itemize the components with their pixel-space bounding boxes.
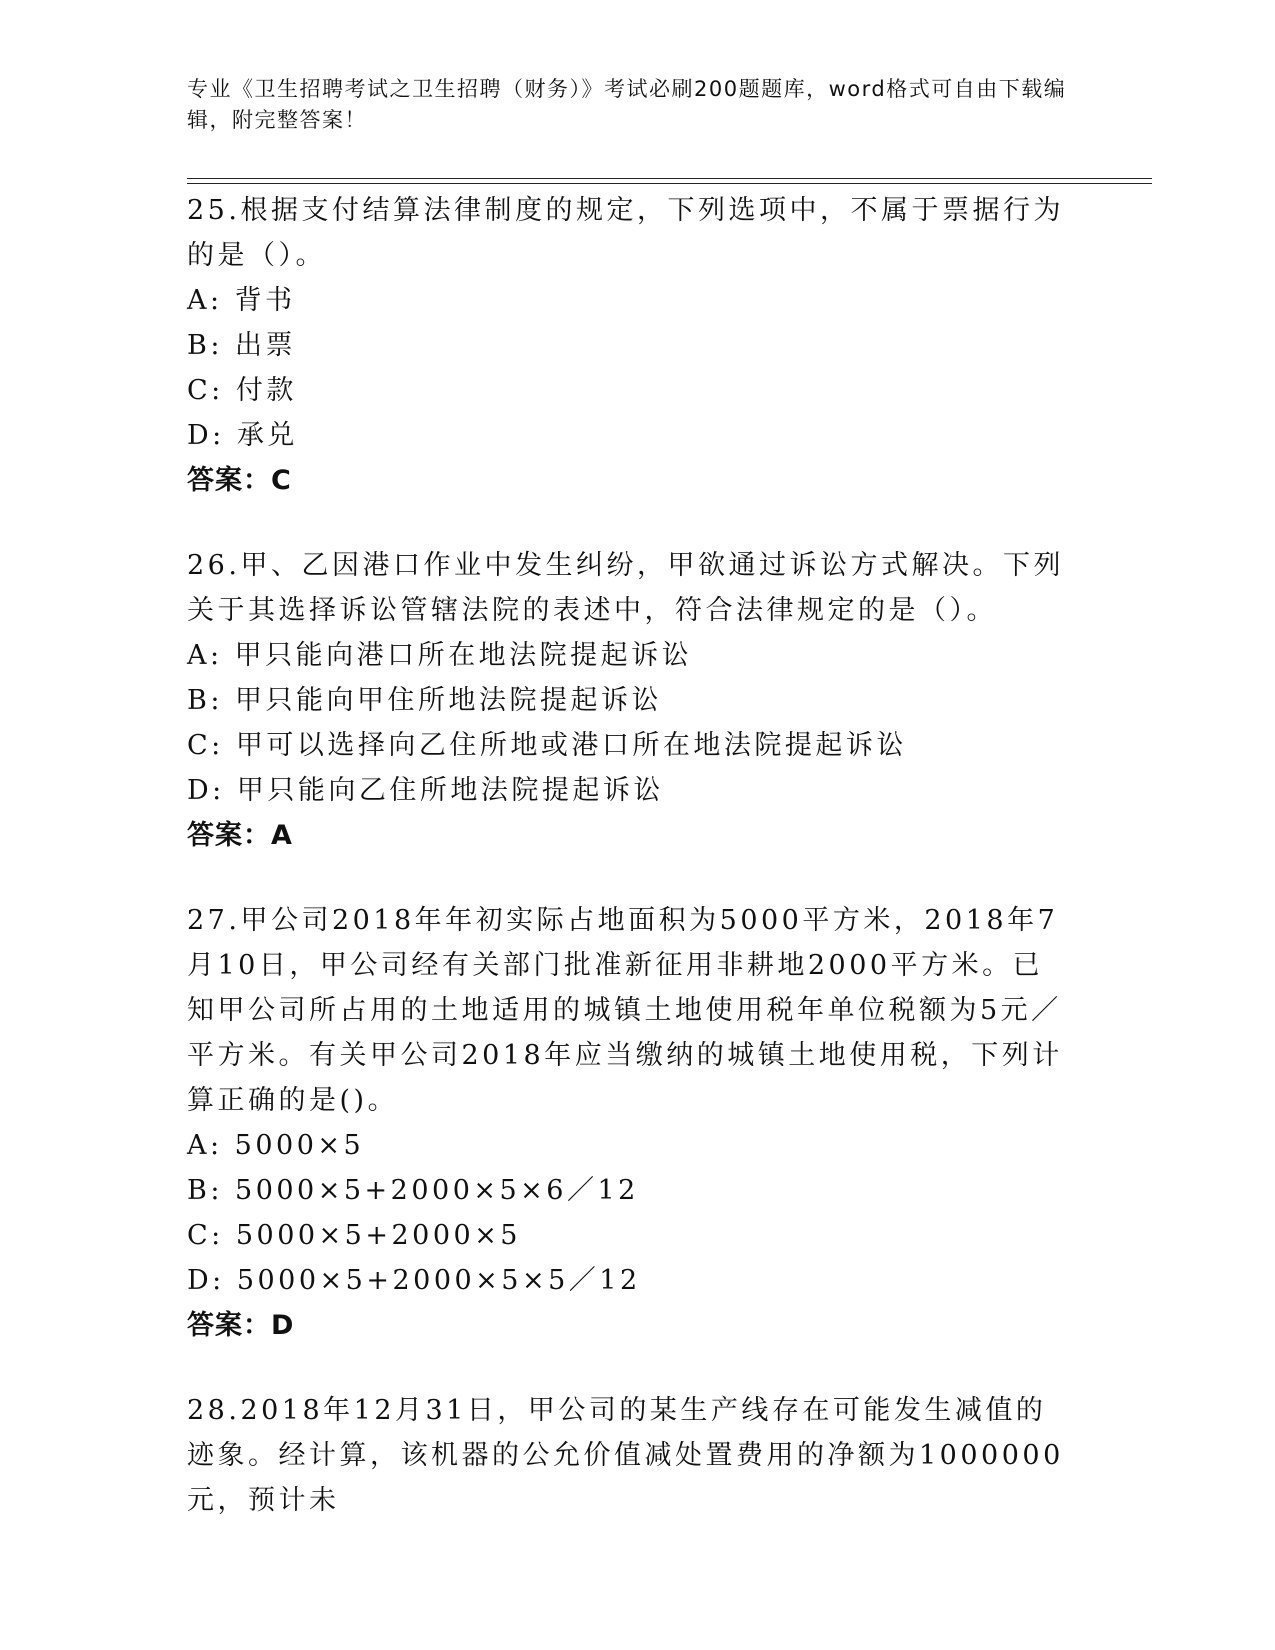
header-divider-top bbox=[187, 178, 1152, 179]
question-stem: 27.甲公司2018年年初实际占地面积为5000平方米，2018年7月10日，甲公司经有关部门批准新征用非耕地2000平方米。已知甲公司所占用的土地适用的城镇土地使用税年单位税额为5元／平方米。有关甲公司2018年应当缴纳的城镇土地使用税，下列计算正确的是()。 bbox=[187, 905, 1063, 1116]
answer-line: 答案：C bbox=[187, 465, 292, 496]
question-27 bbox=[187, 898, 1067, 1348]
option-b: B: 甲只能向甲住所地法院提起诉讼 bbox=[187, 685, 663, 716]
header-divider-bottom bbox=[187, 183, 1152, 184]
option-b: B: 5000×5+2000×5×6／12 bbox=[187, 1175, 639, 1206]
question-26 bbox=[187, 543, 1067, 858]
question-25 bbox=[187, 188, 1067, 503]
option-d: D: 承兑 bbox=[187, 420, 298, 451]
option-b: B: 出票 bbox=[187, 330, 297, 361]
option-c: C: 付款 bbox=[187, 375, 297, 406]
option-a: A: 背书 bbox=[187, 285, 296, 316]
option-d: D: 5000×5+2000×5×5／12 bbox=[187, 1265, 641, 1296]
question-28 bbox=[187, 1388, 1067, 1523]
document-header: 专业《卫生招聘考试之卫生招聘（财务）》考试必刷200题题库，word格式可自由下载编辑，附完整答案！ bbox=[187, 77, 1067, 132]
option-c: C: 5000×5+2000×5 bbox=[187, 1220, 521, 1251]
question-list bbox=[187, 188, 1067, 1563]
option-a: A: 5000×5 bbox=[187, 1130, 365, 1161]
question-stem: 26.甲、乙因港口作业中发生纠纷，甲欲通过诉讼方式解决。下列关于其选择诉讼管辖法院的表述中，符合法律规定的是（）。 bbox=[187, 550, 1064, 626]
question-stem: 25.根据支付结算法律制度的规定，下列选项中，不属于票据行为的是（）。 bbox=[187, 195, 1064, 271]
answer-line: 答案：D bbox=[187, 1310, 295, 1341]
option-d: D: 甲只能向乙住所地法院提起诉讼 bbox=[187, 775, 664, 806]
option-a: A: 甲只能向港口所在地法院提起诉讼 bbox=[187, 640, 693, 671]
question-stem: 28.2018年12月31日，甲公司的某生产线存在可能发生减值的迹象。经计算，该机器的公允价值减处置费用的净额为1000000元，预计未 bbox=[187, 1395, 1064, 1516]
answer-line: 答案：A bbox=[187, 820, 293, 851]
option-c: C: 甲可以选择向乙住所地或港口所在地法院提起诉讼 bbox=[187, 730, 907, 761]
